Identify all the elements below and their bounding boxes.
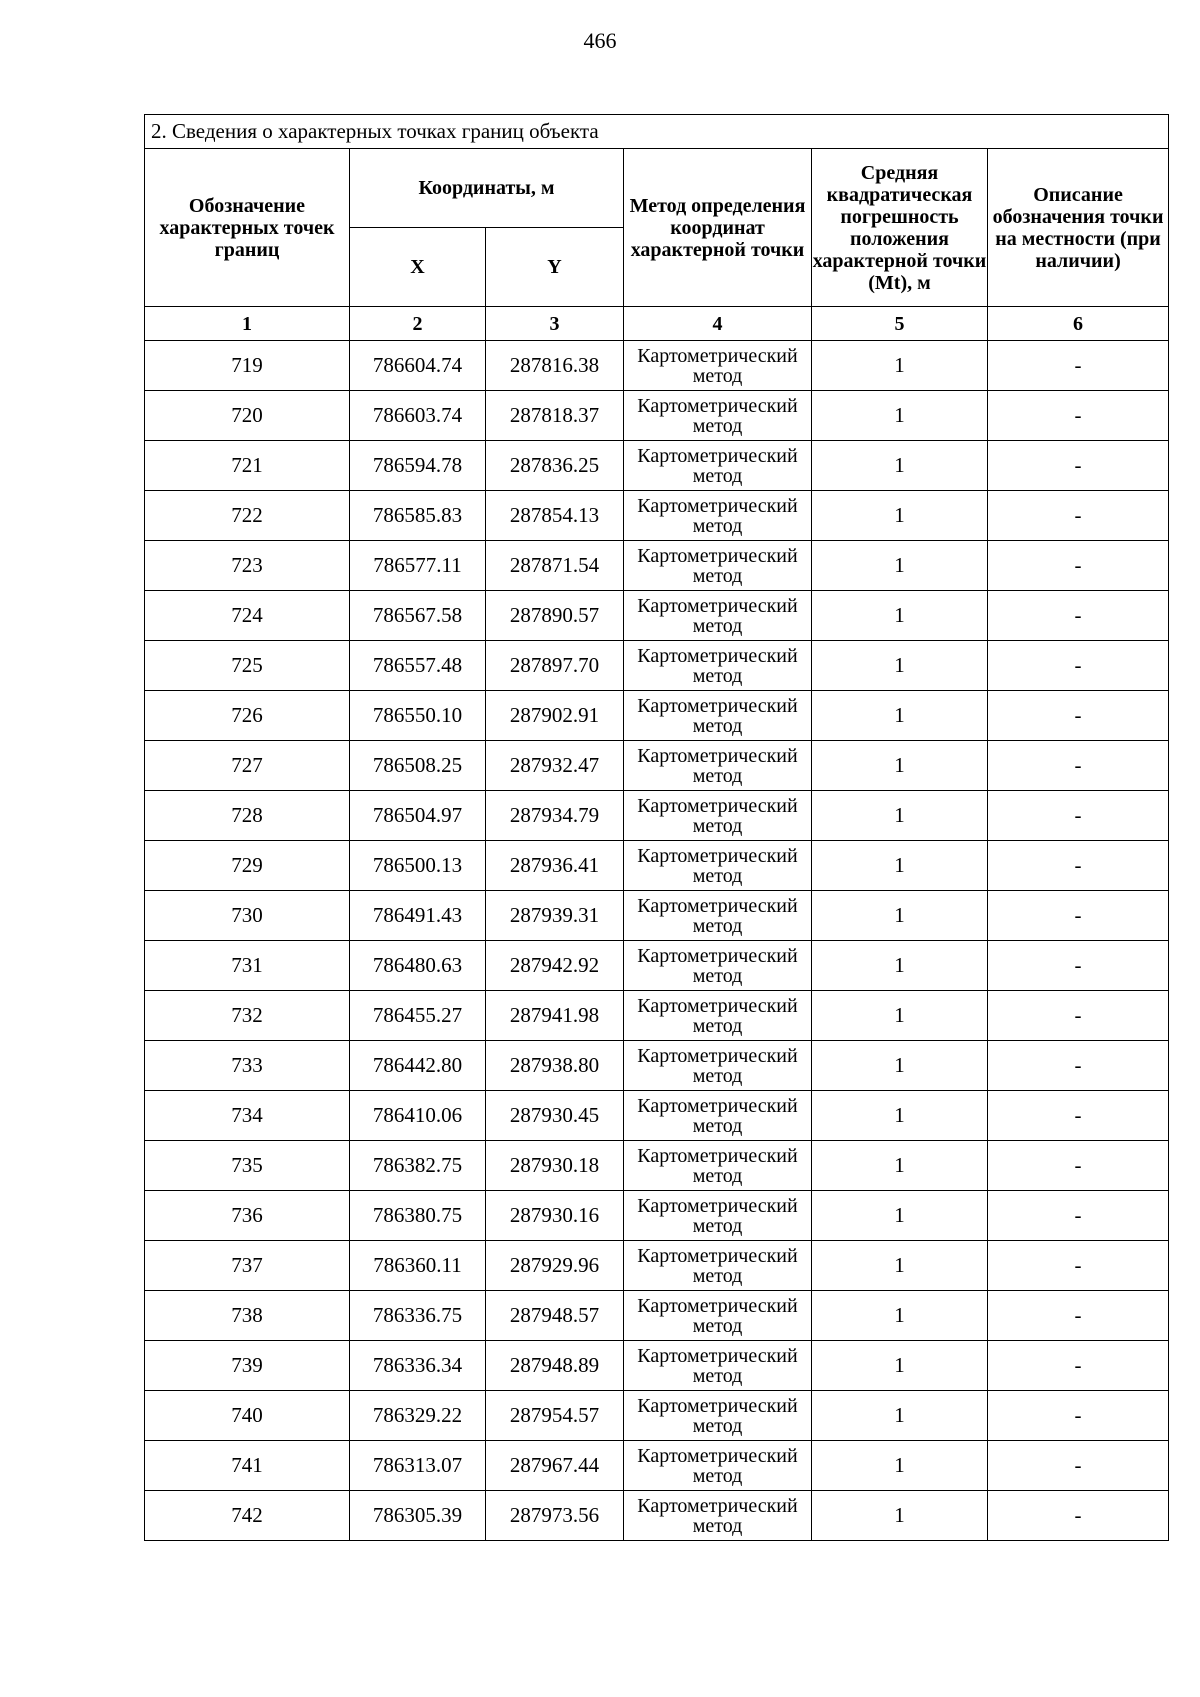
cell-x: 786336.34 bbox=[350, 1341, 486, 1391]
cell-x: 786410.06 bbox=[350, 1091, 486, 1141]
table-row bbox=[145, 641, 1169, 691]
table-row bbox=[145, 1341, 1169, 1391]
cell-point: 722 bbox=[145, 491, 350, 541]
cell-point: 742 bbox=[145, 1491, 350, 1541]
cell-method: Картометрический метод bbox=[624, 1191, 812, 1241]
cell-error: 1 bbox=[812, 641, 988, 691]
header-x: X bbox=[350, 228, 486, 307]
cell-description: - bbox=[988, 941, 1169, 991]
cell-y: 287939.31 bbox=[486, 891, 624, 941]
cell-point: 720 bbox=[145, 391, 350, 441]
cell-y: 287836.25 bbox=[486, 441, 624, 491]
cell-error: 1 bbox=[812, 691, 988, 741]
cell-error: 1 bbox=[812, 1291, 988, 1341]
table-row bbox=[145, 1041, 1169, 1091]
cell-method: Картометрический метод bbox=[624, 1391, 812, 1441]
cell-error: 1 bbox=[812, 541, 988, 591]
section-title: 2. Сведения о характерных точках границ объекта bbox=[145, 115, 1169, 149]
cell-point: 728 bbox=[145, 791, 350, 841]
cell-x: 786336.75 bbox=[350, 1291, 486, 1341]
cell-y: 287973.56 bbox=[486, 1491, 624, 1541]
cell-description: - bbox=[988, 541, 1169, 591]
cell-error: 1 bbox=[812, 791, 988, 841]
cell-method: Картометрический метод bbox=[624, 341, 812, 391]
table-row bbox=[145, 1241, 1169, 1291]
table-row bbox=[145, 891, 1169, 941]
cell-x: 786491.43 bbox=[350, 891, 486, 941]
cell-y: 287967.44 bbox=[486, 1441, 624, 1491]
table-row bbox=[145, 541, 1169, 591]
table-row bbox=[145, 841, 1169, 891]
cell-method: Картометрический метод bbox=[624, 741, 812, 791]
cell-y: 287930.45 bbox=[486, 1091, 624, 1141]
cell-point: 734 bbox=[145, 1091, 350, 1141]
column-number: 3 bbox=[486, 307, 624, 341]
cell-x: 786382.75 bbox=[350, 1141, 486, 1191]
cell-method: Картометрический метод bbox=[624, 991, 812, 1041]
cell-y: 287938.80 bbox=[486, 1041, 624, 1091]
cell-error: 1 bbox=[812, 391, 988, 441]
cell-point: 731 bbox=[145, 941, 350, 991]
table-row bbox=[145, 1191, 1169, 1241]
cell-description: - bbox=[988, 741, 1169, 791]
table-row bbox=[145, 1441, 1169, 1491]
cell-y: 287897.70 bbox=[486, 641, 624, 691]
cell-description: - bbox=[988, 1041, 1169, 1091]
cell-method: Картометрический метод bbox=[624, 1241, 812, 1291]
cell-y: 287854.13 bbox=[486, 491, 624, 541]
header-point: Обозначение характерных точек границ bbox=[145, 149, 350, 307]
cell-error: 1 bbox=[812, 741, 988, 791]
cell-x: 786603.74 bbox=[350, 391, 486, 441]
cell-error: 1 bbox=[812, 941, 988, 991]
cell-point: 726 bbox=[145, 691, 350, 741]
cell-description: - bbox=[988, 641, 1169, 691]
cell-error: 1 bbox=[812, 1141, 988, 1191]
cell-x: 786329.22 bbox=[350, 1391, 486, 1441]
cell-error: 1 bbox=[812, 1241, 988, 1291]
cell-x: 786455.27 bbox=[350, 991, 486, 1041]
cell-y: 287934.79 bbox=[486, 791, 624, 841]
cell-x: 786313.07 bbox=[350, 1441, 486, 1491]
cell-x: 786442.80 bbox=[350, 1041, 486, 1091]
cell-method: Картометрический метод bbox=[624, 441, 812, 491]
cell-description: - bbox=[988, 891, 1169, 941]
cell-point: 739 bbox=[145, 1341, 350, 1391]
cell-description: - bbox=[988, 1191, 1169, 1241]
cell-y: 287942.92 bbox=[486, 941, 624, 991]
cell-point: 725 bbox=[145, 641, 350, 691]
table-row bbox=[145, 1491, 1169, 1541]
cell-point: 730 bbox=[145, 891, 350, 941]
page-number: 466 bbox=[583, 28, 617, 53]
cell-description: - bbox=[988, 591, 1169, 641]
cell-method: Картометрический метод bbox=[624, 1441, 812, 1491]
header-method: Метод определения координат характерной точки bbox=[624, 149, 812, 307]
cell-y: 287929.96 bbox=[486, 1241, 624, 1291]
cell-error: 1 bbox=[812, 991, 988, 1041]
cell-point: 738 bbox=[145, 1291, 350, 1341]
table-row bbox=[145, 791, 1169, 841]
cell-x: 786500.13 bbox=[350, 841, 486, 891]
cell-y: 287941.98 bbox=[486, 991, 624, 1041]
cell-description: - bbox=[988, 1491, 1169, 1541]
cell-description: - bbox=[988, 1391, 1169, 1441]
table-body bbox=[145, 341, 1169, 1541]
cell-point: 723 bbox=[145, 541, 350, 591]
cell-error: 1 bbox=[812, 1191, 988, 1241]
cell-point: 727 bbox=[145, 741, 350, 791]
cell-description: - bbox=[988, 1141, 1169, 1191]
cell-x: 786604.74 bbox=[350, 341, 486, 391]
cell-y: 287930.18 bbox=[486, 1141, 624, 1191]
header-error: Средняя квадратическая погрешность положения характерной точки (Mt), м bbox=[812, 149, 988, 307]
cell-description: - bbox=[988, 691, 1169, 741]
header-description: Описание обозначения точки на местности (при наличии) bbox=[988, 149, 1169, 307]
cell-x: 786557.48 bbox=[350, 641, 486, 691]
cell-point: 736 bbox=[145, 1191, 350, 1241]
cell-method: Картометрический метод bbox=[624, 391, 812, 441]
header-coords: Координаты, м bbox=[350, 149, 624, 228]
cell-x: 786504.97 bbox=[350, 791, 486, 841]
cell-x: 786585.83 bbox=[350, 491, 486, 541]
cell-point: 733 bbox=[145, 1041, 350, 1091]
cell-error: 1 bbox=[812, 1341, 988, 1391]
cell-x: 786577.11 bbox=[350, 541, 486, 591]
cell-y: 287818.37 bbox=[486, 391, 624, 441]
cell-x: 786550.10 bbox=[350, 691, 486, 741]
table-row bbox=[145, 941, 1169, 991]
cell-y: 287948.57 bbox=[486, 1291, 624, 1341]
cell-y: 287932.47 bbox=[486, 741, 624, 791]
cell-point: 724 bbox=[145, 591, 350, 641]
cell-method: Картометрический метод bbox=[624, 841, 812, 891]
cell-method: Картометрический метод bbox=[624, 941, 812, 991]
cell-point: 741 bbox=[145, 1441, 350, 1491]
cell-method: Картометрический метод bbox=[624, 1491, 812, 1541]
table-row bbox=[145, 591, 1169, 641]
cell-method: Картометрический метод bbox=[624, 591, 812, 641]
column-number: 4 bbox=[624, 307, 812, 341]
column-number: 5 bbox=[812, 307, 988, 341]
cell-point: 719 bbox=[145, 341, 350, 391]
cell-x: 786508.25 bbox=[350, 741, 486, 791]
table-row bbox=[145, 391, 1169, 441]
cell-method: Картометрический метод bbox=[624, 1341, 812, 1391]
cell-x: 786480.63 bbox=[350, 941, 486, 991]
cell-method: Картометрический метод bbox=[624, 1141, 812, 1191]
cell-method: Картометрический метод bbox=[624, 1291, 812, 1341]
cell-description: - bbox=[988, 1341, 1169, 1391]
cell-point: 729 bbox=[145, 841, 350, 891]
cell-description: - bbox=[988, 791, 1169, 841]
cell-error: 1 bbox=[812, 1041, 988, 1091]
cell-method: Картометрический метод bbox=[624, 1041, 812, 1091]
cell-x: 786594.78 bbox=[350, 441, 486, 491]
table-row bbox=[145, 691, 1169, 741]
cell-x: 786305.39 bbox=[350, 1491, 486, 1541]
cell-error: 1 bbox=[812, 441, 988, 491]
cell-error: 1 bbox=[812, 841, 988, 891]
boundary-points-table bbox=[144, 114, 1169, 1541]
cell-description: - bbox=[988, 1241, 1169, 1291]
column-number: 1 bbox=[145, 307, 350, 341]
cell-method: Картометрический метод bbox=[624, 891, 812, 941]
cell-description: - bbox=[988, 841, 1169, 891]
cell-point: 740 bbox=[145, 1391, 350, 1441]
table-row bbox=[145, 341, 1169, 391]
cell-y: 287816.38 bbox=[486, 341, 624, 391]
cell-method: Картометрический метод bbox=[624, 791, 812, 841]
cell-method: Картометрический метод bbox=[624, 691, 812, 741]
column-number: 2 bbox=[350, 307, 486, 341]
cell-error: 1 bbox=[812, 1391, 988, 1441]
cell-x: 786360.11 bbox=[350, 1241, 486, 1291]
cell-method: Картометрический метод bbox=[624, 491, 812, 541]
table-row bbox=[145, 1391, 1169, 1441]
table-row bbox=[145, 491, 1169, 541]
header-y: Y bbox=[486, 228, 624, 307]
column-number: 6 bbox=[988, 307, 1169, 341]
cell-y: 287902.91 bbox=[486, 691, 624, 741]
table-row bbox=[145, 991, 1169, 1041]
cell-point: 721 bbox=[145, 441, 350, 491]
cell-description: - bbox=[988, 391, 1169, 441]
cell-point: 732 bbox=[145, 991, 350, 1041]
cell-error: 1 bbox=[812, 1091, 988, 1141]
cell-description: - bbox=[988, 1091, 1169, 1141]
cell-method: Картометрический метод bbox=[624, 641, 812, 691]
cell-description: - bbox=[988, 1291, 1169, 1341]
cell-x: 786380.75 bbox=[350, 1191, 486, 1241]
cell-x: 786567.58 bbox=[350, 591, 486, 641]
cell-description: - bbox=[988, 441, 1169, 491]
cell-error: 1 bbox=[812, 1441, 988, 1491]
cell-error: 1 bbox=[812, 1491, 988, 1541]
cell-description: - bbox=[988, 1441, 1169, 1491]
table-row bbox=[145, 441, 1169, 491]
cell-y: 287871.54 bbox=[486, 541, 624, 591]
cell-error: 1 bbox=[812, 891, 988, 941]
cell-y: 287954.57 bbox=[486, 1391, 624, 1441]
cell-point: 735 bbox=[145, 1141, 350, 1191]
cell-y: 287930.16 bbox=[486, 1191, 624, 1241]
cell-y: 287890.57 bbox=[486, 591, 624, 641]
cell-error: 1 bbox=[812, 591, 988, 641]
table-row bbox=[145, 1291, 1169, 1341]
table-row bbox=[145, 1091, 1169, 1141]
cell-method: Картометрический метод bbox=[624, 1091, 812, 1141]
cell-y: 287948.89 bbox=[486, 1341, 624, 1391]
table-row bbox=[145, 1141, 1169, 1191]
cell-point: 737 bbox=[145, 1241, 350, 1291]
cell-method: Картометрический метод bbox=[624, 541, 812, 591]
cell-y: 287936.41 bbox=[486, 841, 624, 891]
cell-description: - bbox=[988, 491, 1169, 541]
cell-error: 1 bbox=[812, 491, 988, 541]
cell-description: - bbox=[988, 991, 1169, 1041]
cell-error: 1 bbox=[812, 341, 988, 391]
cell-description: - bbox=[988, 341, 1169, 391]
table-row bbox=[145, 741, 1169, 791]
